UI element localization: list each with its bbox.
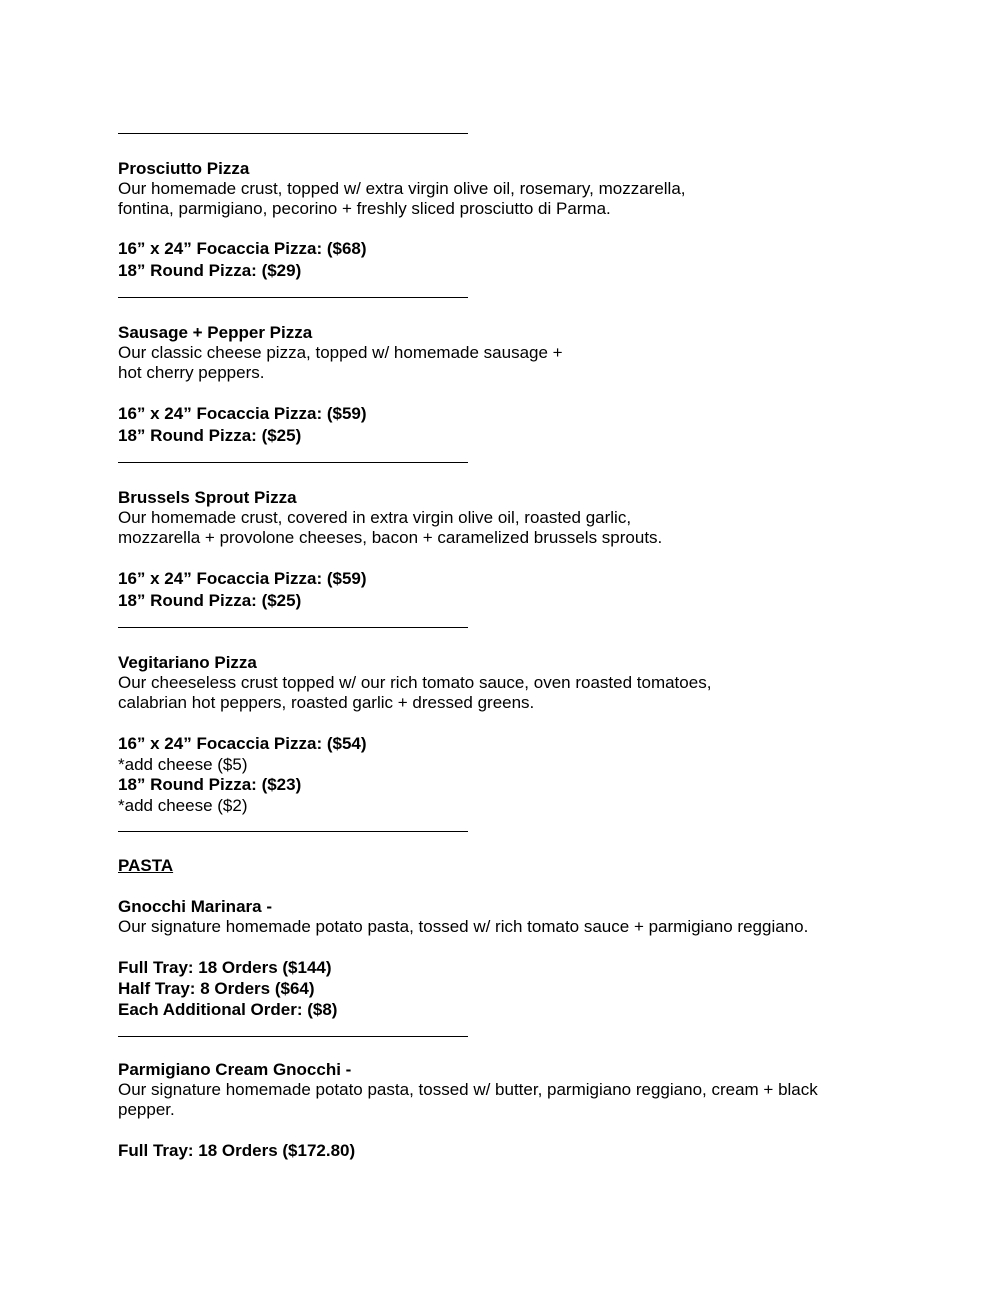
item-title: Prosciutto Pizza: [118, 159, 250, 178]
item-description: Our homemade crust, covered in extra virgin olive oil, roasted garlic,: [118, 508, 632, 527]
section-heading: PASTA: [118, 856, 174, 875]
divider: [118, 297, 468, 298]
item-price: Each Additional Order: ($8): [118, 1000, 338, 1019]
item-price: 16” x 24” Focaccia Pizza: ($59): [118, 569, 367, 588]
item-title: Sausage + Pepper Pizza: [118, 323, 313, 342]
divider: [118, 627, 468, 628]
item-description: Our signature homemade potato pasta, tossed w/ butter, parmigiano reggiano, cream + black: [118, 1080, 818, 1099]
item-description: mozzarella + provolone cheeses, bacon + caramelized brussels sprouts.: [118, 528, 663, 547]
item-title: Brussels Sprout Pizza: [118, 488, 297, 507]
item-price: 18” Round Pizza: ($25): [118, 426, 302, 445]
item-price: 16” x 24” Focaccia Pizza: ($68): [118, 239, 367, 258]
item-title: Parmigiano Cream Gnocchi -: [118, 1060, 352, 1079]
divider: [118, 831, 468, 832]
item-price: Full Tray: 18 Orders ($144): [118, 958, 332, 977]
item-price: Half Tray: 8 Orders ($64): [118, 979, 315, 998]
item-title: Vegitariano Pizza: [118, 653, 257, 672]
item-price: 16” x 24” Focaccia Pizza: ($59): [118, 404, 367, 423]
item-price: Full Tray: 18 Orders ($172.80): [118, 1141, 356, 1160]
item-description: Our cheeseless crust topped w/ our rich tomato sauce, oven roasted tomatoes,: [118, 673, 712, 692]
item-description: calabrian hot peppers, roasted garlic + dressed greens.: [118, 693, 535, 712]
divider: [118, 133, 468, 134]
item-price: 18” Round Pizza: ($25): [118, 591, 302, 610]
item-addon: *add cheese ($2): [118, 796, 248, 815]
item-description: pepper.: [118, 1100, 175, 1119]
item-price: 16” x 24” Focaccia Pizza: ($54): [118, 734, 367, 753]
item-title: Gnocchi Marinara -: [118, 897, 272, 916]
item-description: Our classic cheese pizza, topped w/ homemade sausage +: [118, 343, 563, 362]
item-description: hot cherry peppers.: [118, 363, 265, 382]
item-addon: *add cheese ($5): [118, 755, 248, 774]
divider: [118, 1036, 468, 1037]
item-description: fontina, parmigiano, pecorino + freshly sliced prosciutto di Parma.: [118, 199, 611, 218]
divider: [118, 462, 468, 463]
item-description: Our signature homemade potato pasta, tossed w/ rich tomato sauce + parmigiano reggiano.: [118, 917, 809, 936]
item-price: 18” Round Pizza: ($29): [118, 261, 302, 280]
item-price: 18” Round Pizza: ($23): [118, 775, 302, 794]
item-description: Our homemade crust, topped w/ extra virgin olive oil, rosemary, mozzarella,: [118, 179, 686, 198]
